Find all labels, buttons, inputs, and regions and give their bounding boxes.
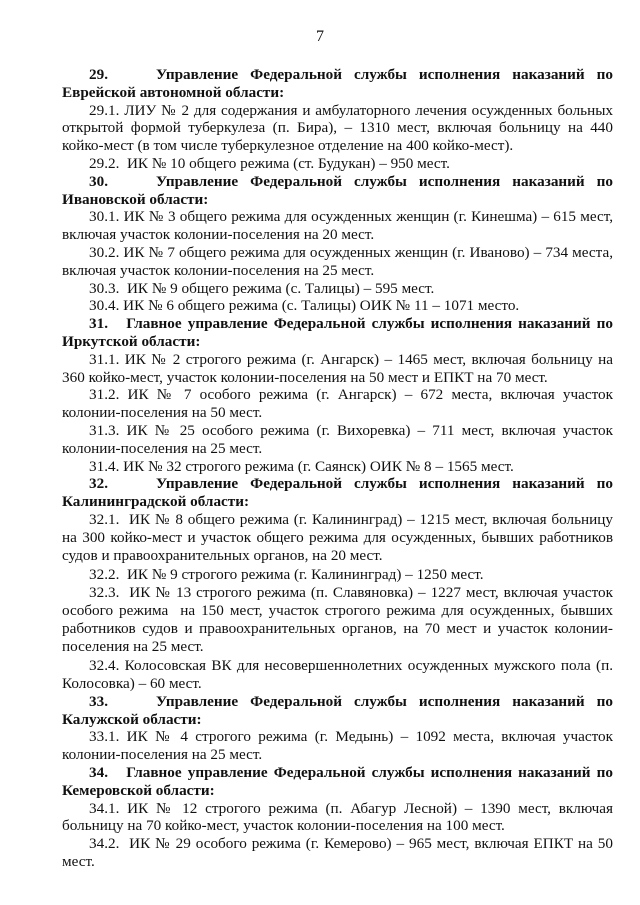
list-item: 29.2. ИК № 10 общего режима (ст. Будукан) – 950 мест. [89,154,450,172]
list-item: 32.1. ИК № 8 общего режима (г. Калининград) – 1215 мест, включая больницу на 300 койко-мест и участок общего режима для осужденных, бывших работников судов и правоохранительных органов, на 20 мест. [62,510,613,564]
list-item: 29.1. ЛИУ № 2 для содержания и амбулаторного лечения осужденных больных открытой формой туберкулеза (п. Бира), – 1310 мест, включая больницу на 440 койко-мест (в том числе туберкулезное отделение на 400 койко-мест). [62,101,613,155]
page-number: 7 [316,28,324,45]
section-heading: 34. Главное управление Федеральной службы исполнения наказаний по Кемеровской области: [62,764,613,799]
list-item: 32.2. ИК № 9 строгого режима (г. Калининград) – 1250 мест. [89,566,484,584]
list-item: 31.4. ИК № 32 строгого режима (г. Саянск) ОИК № 8 – 1565 мест. [89,457,514,475]
list-item: 31.3. ИК № 25 особого режима (г. Вихоревка) – 711 мест, включая участок колонии-поселения на 25 мест. [62,421,613,457]
document-body [62,66,613,871]
list-item: 33.1. ИК № 4 строгого режима (г. Медынь) – 1092 места, включая участок колонии-поселения на 25 мест. [62,728,613,764]
section-heading: 32. Управление Федеральной службы исполнения наказаний по Калининградской области: [62,475,613,511]
section-heading: 33. Управление Федеральной службы исполнения наказаний по Калужской области: [62,692,613,728]
list-item: 34.1. ИК № 12 строгого режима (п. Абагур Лесной) – 1390 мест, включая больницу на 70 койко-мест, участок колонии-поселения на 100 мест. [62,799,613,835]
list-item: 32.3. ИК № 13 строгого режима (п. Славяновка) – 1227 мест, включая участок особого режима на 150 мест, участок строгого режима для осужденных, бывших работников судов и правоохранительных органов, на 70 мест и участок колонии-поселения на 25 мест. [62,584,613,655]
list-item: 34.2. ИК № 29 особого режима (г. Кемерово) – 965 мест, включая ЕПКТ на 50 мест. [62,835,613,871]
list-item: 30.4. ИК № 6 общего режима (с. Талицы) ОИК № 11 – 1071 место. [89,297,520,315]
list-item: 30.2. ИК № 7 общего режима для осужденных женщин (г. Иваново) – 734 места, включая участок колонии-поселения на 25 мест. [62,243,613,279]
list-item: 30.3. ИК № 9 общего режима (с. Талицы) – 595 мест. [89,279,435,297]
section-heading: 31. Главное управление Федеральной службы исполнения наказаний по Иркутской области: [62,315,613,350]
section-heading: 29. Управление Федеральной службы исполнения наказаний по Еврейской автономной области: [62,66,613,101]
list-item: 31.1. ИК № 2 строгого режима (г. Ангарск) – 1465 мест, включая больницу на 360 койко-мест, участок колонии-поселения на 50 мест и ЕПКТ на 70 мест. [62,350,613,386]
list-item: 32.4. Колосовская ВК для несовершеннолетних осужденных мужского пола (п. Колосовка) – 60 мест. [62,657,613,693]
section-heading: 30. Управление Федеральной службы исполнения наказаний по Ивановской области: [62,172,613,208]
list-item: 31.2. ИК № 7 особого режима (г. Ангарск) – 672 места, включая участок колонии-поселения на 50 мест. [62,386,613,422]
list-item: 30.1. ИК № 3 общего режима для осужденных женщин (г. Кинешма) – 615 мест, включая участок колонии-поселения на 20 мест. [62,208,613,244]
